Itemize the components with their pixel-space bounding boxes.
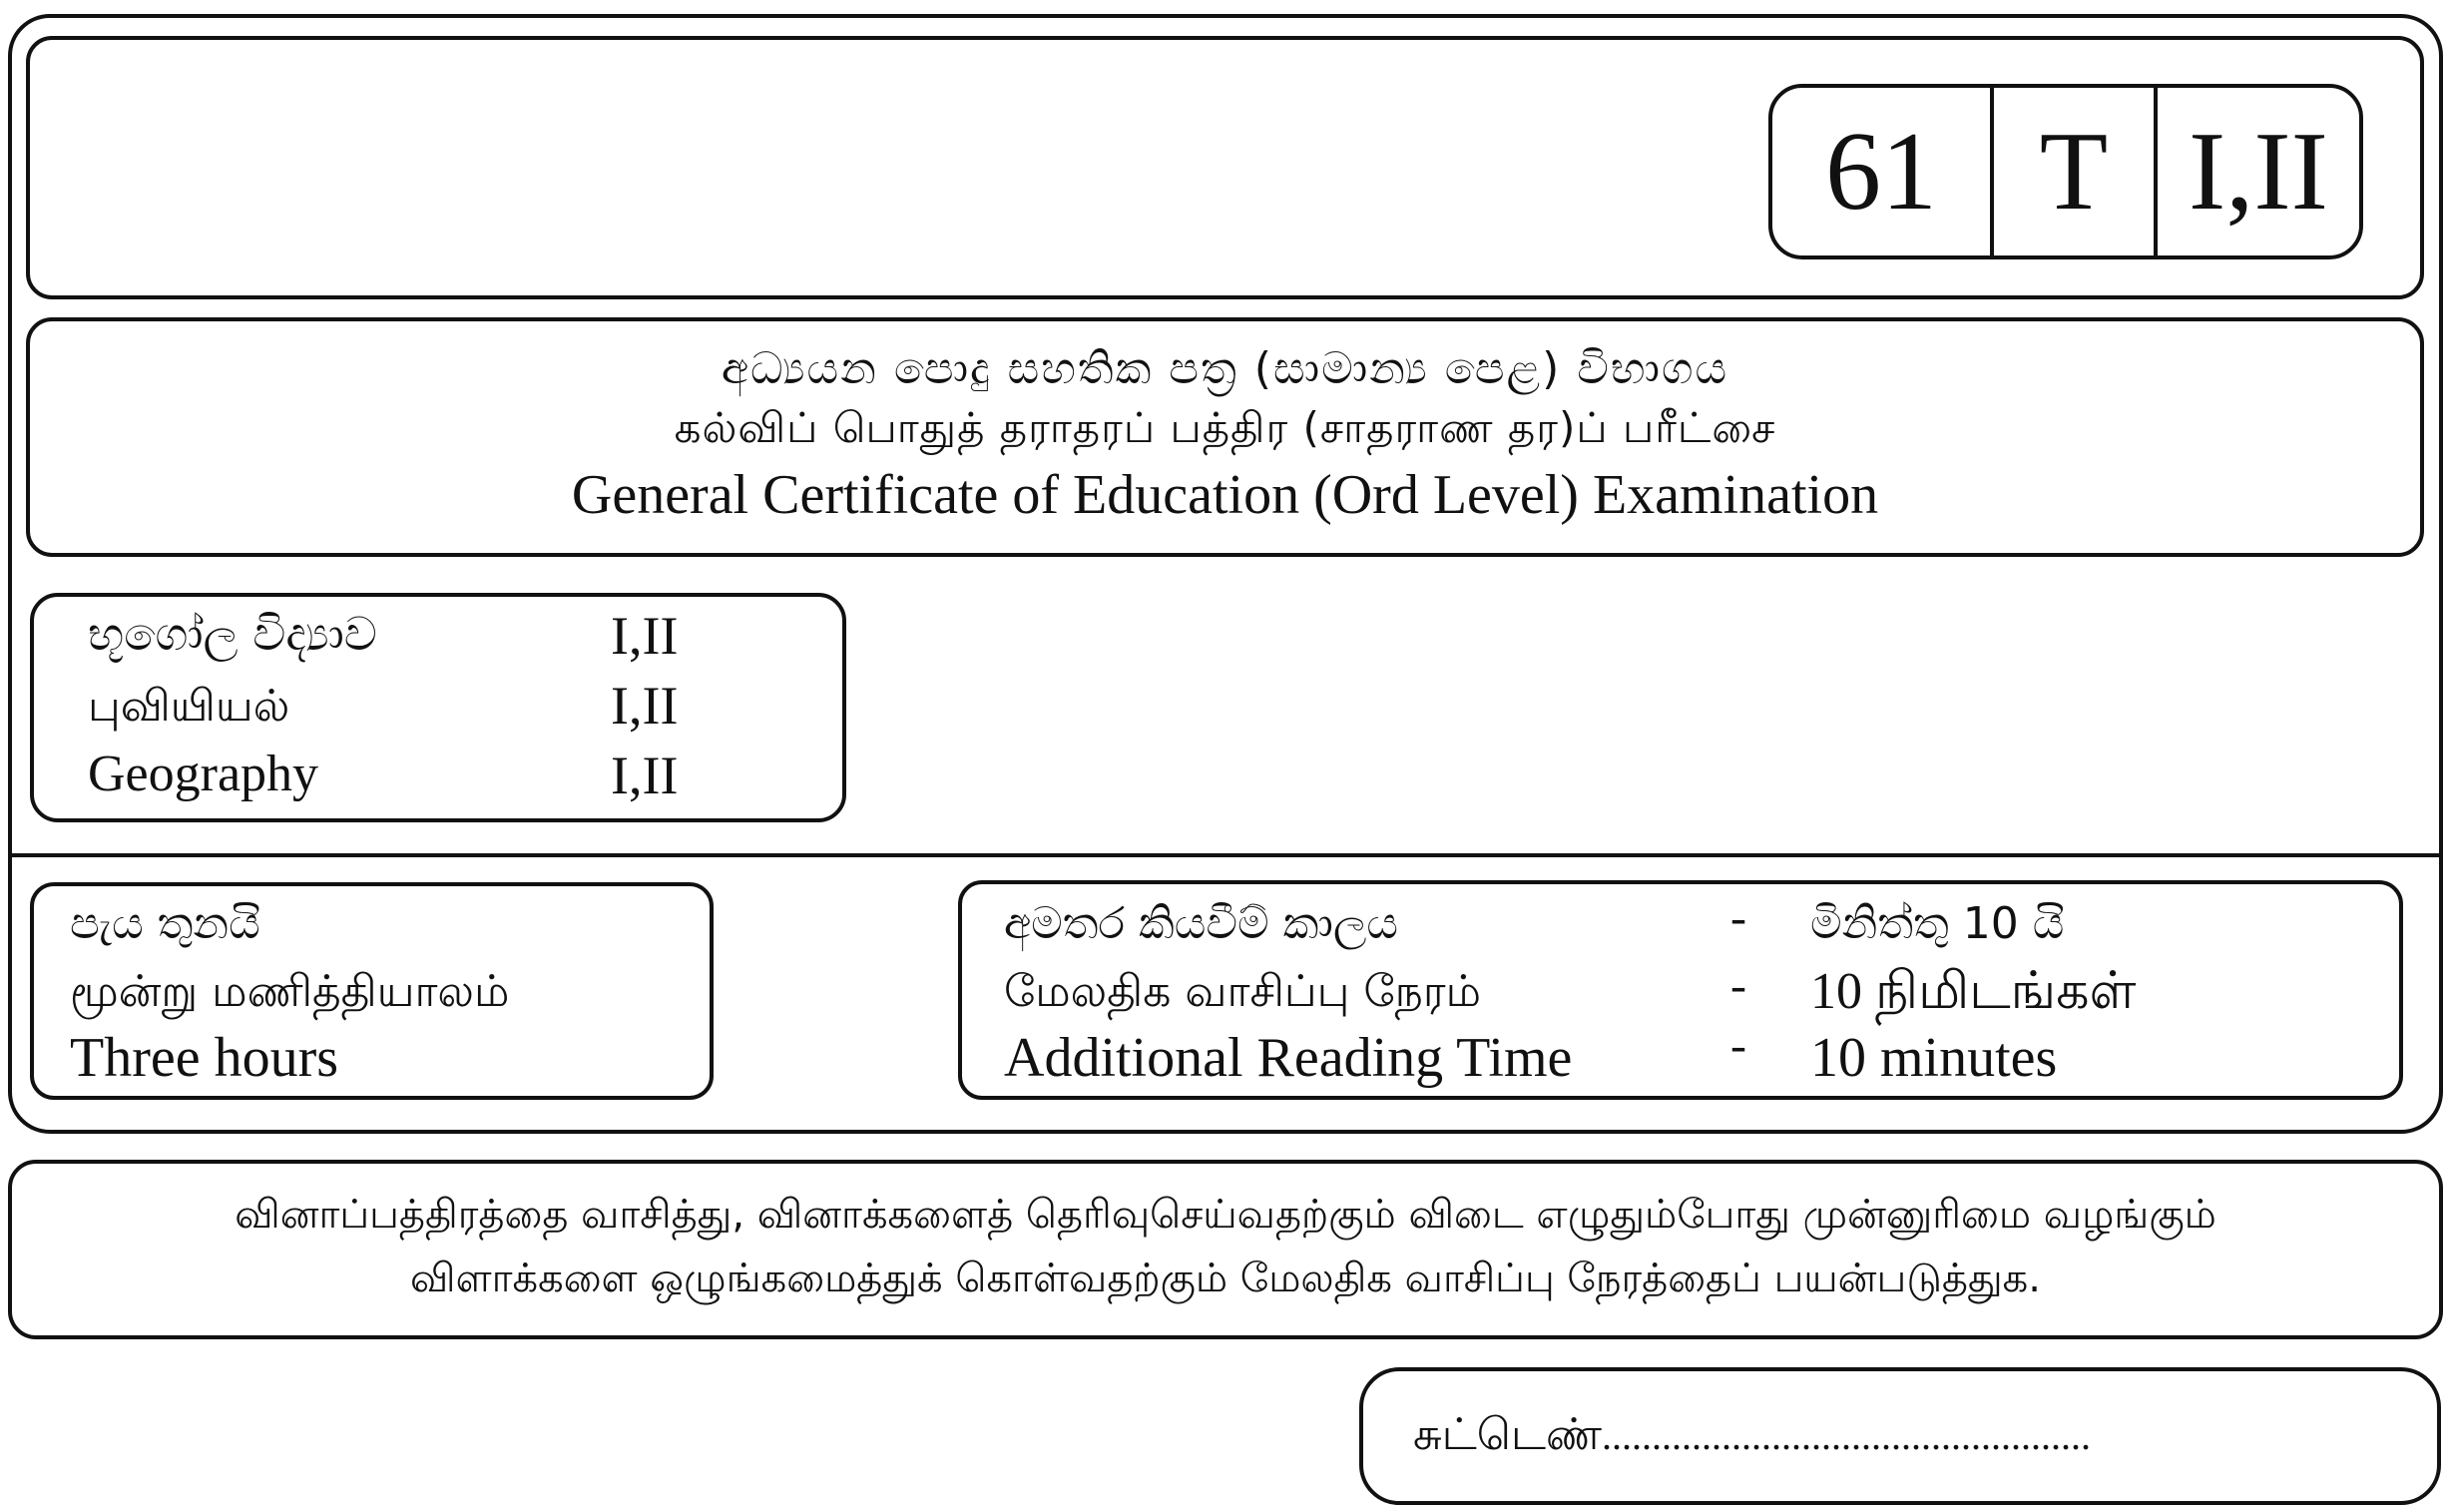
index-number-label: சுட்டெண் — [1413, 1409, 1602, 1460]
reading-time-dash-1: - — [1730, 891, 1746, 944]
paper-code-parts: I,II — [2189, 109, 2328, 234]
reading-time-dash-2: - — [1730, 959, 1746, 1012]
reading-time-label-tamil: மேலதிக வாசிப்பு நேரம் — [1004, 966, 1481, 1017]
paper-code-number: 61 — [1772, 88, 1994, 255]
index-number-box — [1359, 1367, 2441, 1505]
exam-title-english: General Certificate of Education (Ord Level) Examination — [571, 464, 1879, 526]
exam-title-box — [26, 317, 2424, 557]
subject-sinhala: භූගෝල විද්‍යාව — [88, 607, 377, 661]
section-divider — [10, 853, 2441, 857]
reading-time-box — [958, 880, 2403, 1100]
reading-time-label-english: Additional Reading Time — [1004, 1027, 1573, 1089]
exam-title-tamil: கல்விப் பொதுத் தராதரப் பத்திர (சாதராண தர)ப் பரீட்சை — [674, 403, 1776, 452]
subject-english: Geography — [88, 746, 319, 802]
subject-parts-english: I,II — [611, 746, 679, 805]
duration-sinhala: පැය තුනයි — [70, 898, 260, 949]
instruction-line-1: வினாப்பத்திரத்தை வாசித்து, வினாக்களைத் தெரிவுசெய்வதற்கும் விடை எழுதும்போது முன்னுரிமை வழங்கும் — [235, 1192, 2216, 1238]
reading-time-value-english: 10 minutes — [1810, 1027, 2058, 1089]
paper-header — [26, 36, 2424, 299]
instruction-line-2: விளாக்களை ஒழுங்கமைத்துக் கொள்வதற்கும் மேலதிக வாசிப்பு நேரத்தைப் பயன்படுத்துக. — [410, 1256, 2041, 1301]
reading-time-dash-3: - — [1730, 1019, 1746, 1072]
exam-title-sinhala: අධ්‍යයන පොදු සහතික පත්‍ර (සාමාන්‍ය පෙළ) විභාගය — [721, 343, 1729, 394]
subject-parts-sinhala: I,II — [611, 606, 679, 666]
reading-time-label-sinhala: අමතර කියවීම් කාලය — [1004, 898, 1399, 949]
index-number-field[interactable] — [1413, 1409, 2091, 1466]
index-number-dots: ................................................. — [1601, 1413, 2091, 1458]
subject-box — [30, 593, 846, 822]
reading-time-value-tamil: 10 நிமிடங்கள் — [1810, 963, 2137, 1020]
paper-code-box — [1768, 84, 2363, 259]
instruction-box — [8, 1160, 2443, 1339]
subject-parts-tamil: I,II — [611, 676, 679, 736]
duration-box — [30, 882, 714, 1100]
reading-time-value-sinhala: මිනිත්තු 10 යි — [1810, 898, 2065, 949]
paper-code-medium: T — [1994, 88, 2158, 255]
duration-english: Three hours — [70, 1027, 339, 1089]
subject-tamil: புவியியல் — [88, 681, 290, 732]
duration-tamil: மூன்று மணித்தியாலம் — [70, 966, 510, 1017]
